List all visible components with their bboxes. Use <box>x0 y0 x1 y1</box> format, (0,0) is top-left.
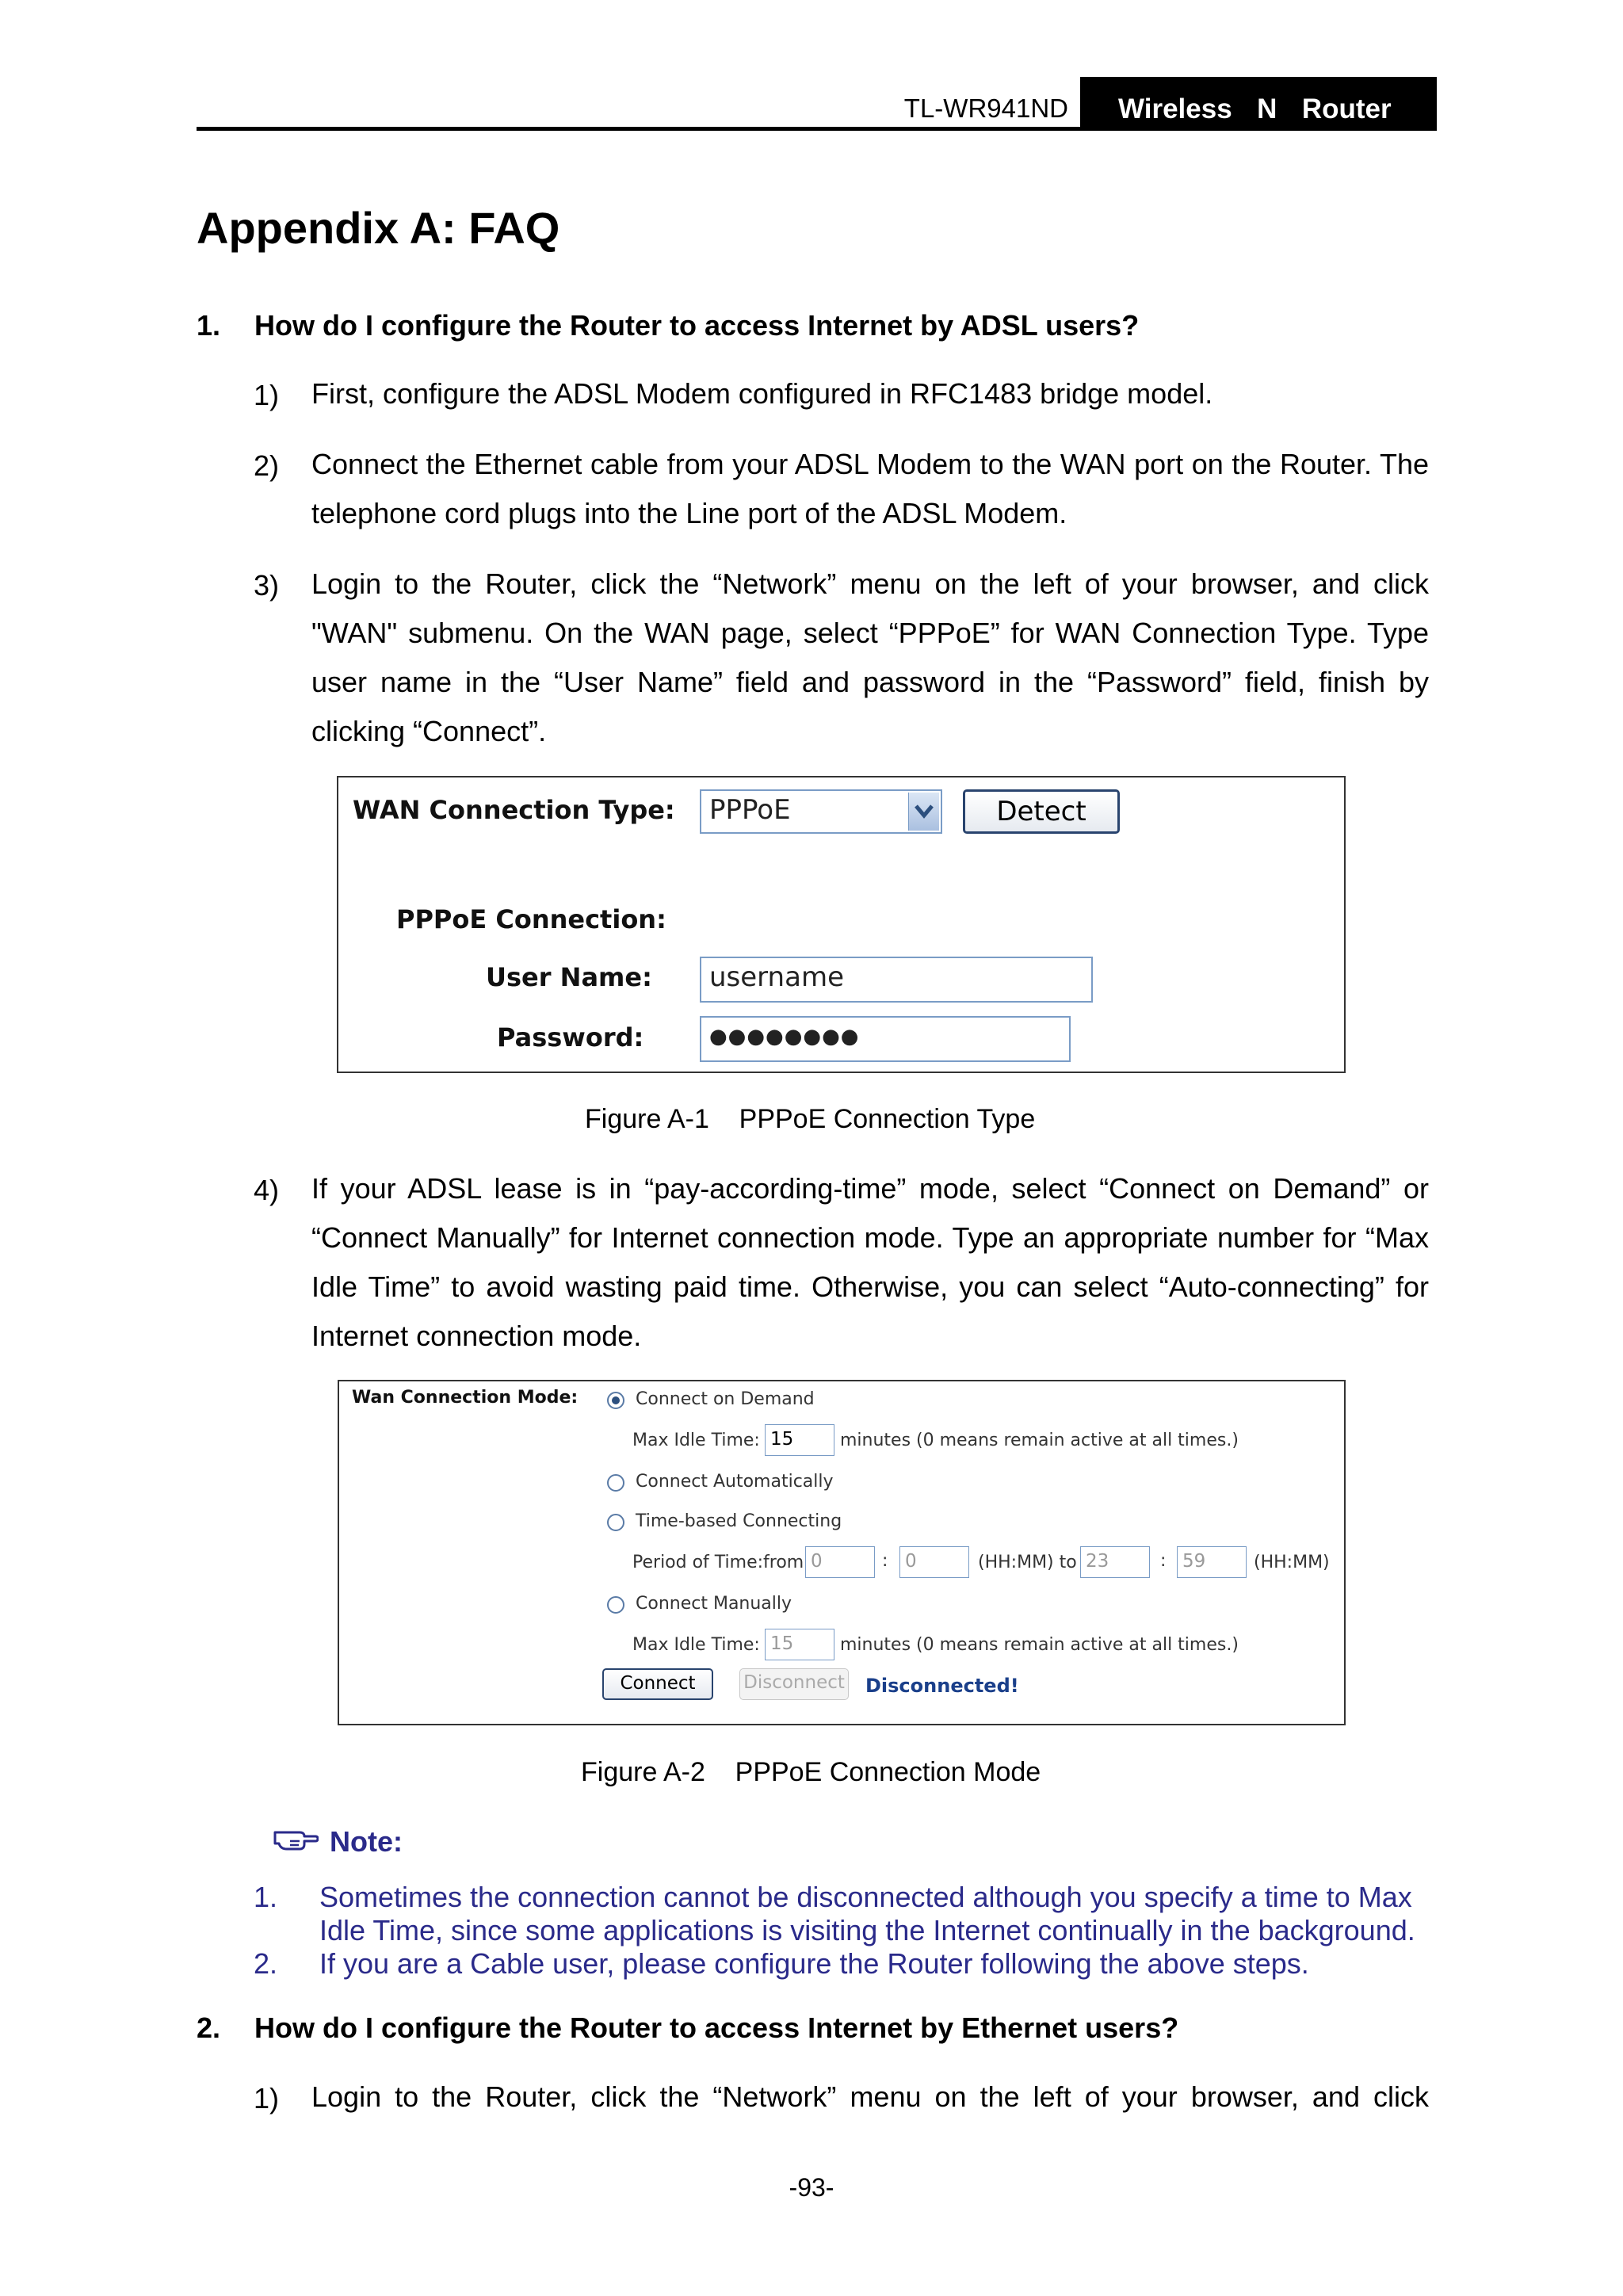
figure-a2-caption: Figure A-2 PPPoE Connection Mode <box>581 1757 1041 1787</box>
pppoe-connection-label: PPPoE Connection: <box>396 904 666 934</box>
note-title: Note: <box>330 1825 403 1858</box>
note-1-num: 1. <box>254 1881 278 1913</box>
wan-type-value: PPPoE <box>709 794 791 826</box>
q2-step1-num: 1) <box>254 2082 280 2115</box>
opt-connect-manually: Connect Manually <box>636 1594 792 1614</box>
opt-time-based: Time-based Connecting <box>636 1511 842 1531</box>
minutes-note-2: minutes (0 means remain active at all times.) <box>840 1635 1239 1655</box>
wan-mode-label: Wan Connection Mode: <box>352 1388 579 1408</box>
header-rule <box>197 127 1437 131</box>
colon-2: : <box>1160 1551 1167 1571</box>
figure-pppoe-connection-mode <box>338 1380 1346 1725</box>
radio-time-based[interactable] <box>607 1514 624 1531</box>
user-name-input[interactable]: username <box>700 957 1093 1003</box>
q2-question: How do I configure the Router to access Internet by Ethernet users? <box>254 2011 1179 2044</box>
radio-connect-on-demand[interactable] <box>607 1392 624 1409</box>
figure-pppoe-connection-type <box>337 776 1346 1073</box>
q1-step4-text: If your ADSL lease is in “pay-according-time” mode, select “Connect on Demand” or “Connect Manually” for Internet connection mode. Type an appropriate number for “Max Idle Time” to avoid wasting paid time. Otherwise, you can select “Auto-connecting” for Internet connection mode. <box>311 1172 1429 1352</box>
page-title: Appendix A: FAQ <box>197 203 560 253</box>
q1-step3-text: Login to the Router, click the “Network” menu on the left of your browser, and click "WAN" submenu. On the WAN page, select “PPPoE” for WAN Connection Type. Type user name in the “User Name” field and password in the “Password” field, finish by clicking “Connect”. <box>311 567 1429 747</box>
hhmm-to: (HH:MM) to <box>978 1553 1077 1572</box>
q1-step2-text: Connect the Ethernet cable from your ADSL Modem to the WAN port on the Router. The telephone cord plugs into the Line port of the ADSL Modem. <box>311 448 1429 529</box>
note-1-line2: Idle Time, since some applications is visiting the Internet continually in the background. <box>319 1914 1415 1946</box>
note-2-text: If you are a Cable user, please configure the Router following the above steps. <box>319 1947 1309 1980</box>
note-1-text <box>319 1881 1415 1947</box>
connection-status: Disconnected! <box>865 1675 1019 1697</box>
password-label: Password: <box>497 1022 644 1052</box>
max-idle-label-2: Max Idle Time: <box>632 1635 760 1655</box>
q1-number: 1. <box>197 309 221 342</box>
to-hour-input[interactable]: 23 <box>1080 1546 1150 1578</box>
to-minute-input[interactable]: 59 <box>1177 1546 1247 1578</box>
detect-button[interactable]: Detect <box>963 789 1120 834</box>
q2-step1-text: Login to the Router, click the “Network” menu on the left of your browser, and click <box>311 2080 1429 2113</box>
period-label: Period of Time:from <box>632 1553 804 1572</box>
note-1-line1: Sometimes the connection cannot be disconnected although you specify a time to Max <box>319 1881 1412 1913</box>
figure-a1-caption: Figure A-1 PPPoE Connection Type <box>585 1104 1036 1134</box>
max-idle-input-manual[interactable]: 15 <box>765 1629 834 1660</box>
password-input[interactable]: ●●●●●●●● <box>700 1016 1071 1062</box>
connect-button[interactable]: Connect <box>602 1668 713 1700</box>
q1-question: How do I configure the Router to access Internet by ADSL users? <box>254 309 1140 342</box>
radio-connect-automatically[interactable] <box>607 1474 624 1492</box>
pointing-hand-icon <box>273 1824 319 1853</box>
q1-step1-num: 1) <box>254 379 280 411</box>
note-2-num: 2. <box>254 1947 278 1980</box>
header-model: TL-WR941ND <box>903 94 1068 123</box>
radio-connect-manually[interactable] <box>607 1596 624 1614</box>
from-minute-input[interactable]: 0 <box>899 1546 969 1578</box>
page-number: -93- <box>789 2173 834 2202</box>
q1-step3-num: 3) <box>254 569 280 602</box>
from-hour-input[interactable]: 0 <box>805 1546 875 1578</box>
q2-number: 2. <box>197 2011 221 2044</box>
max-idle-input-demand[interactable]: 15 <box>765 1424 834 1456</box>
opt-connect-on-demand: Connect on Demand <box>636 1389 815 1409</box>
opt-connect-automatically: Connect Automatically <box>636 1472 834 1492</box>
header-product: Wireless N Router <box>1118 94 1392 124</box>
disconnect-button[interactable]: Disconnect <box>739 1668 849 1700</box>
hhmm: (HH:MM) <box>1254 1553 1330 1572</box>
wan-type-label: WAN Connection Type: <box>353 795 675 825</box>
minutes-note: minutes (0 means remain active at all times.) <box>840 1431 1239 1450</box>
wan-type-select[interactable] <box>700 789 942 834</box>
max-idle-label: Max Idle Time: <box>632 1431 760 1450</box>
q1-step2-num: 2) <box>254 449 280 482</box>
q1-step1-text: First, configure the ADSL Modem configured in RFC1483 bridge model. <box>311 377 1213 410</box>
q1-step4-num: 4) <box>254 1174 280 1206</box>
user-name-label: User Name: <box>486 962 652 992</box>
colon-1: : <box>882 1551 888 1571</box>
chevron-down-icon[interactable] <box>908 793 939 831</box>
header-product-tag <box>1080 77 1437 129</box>
